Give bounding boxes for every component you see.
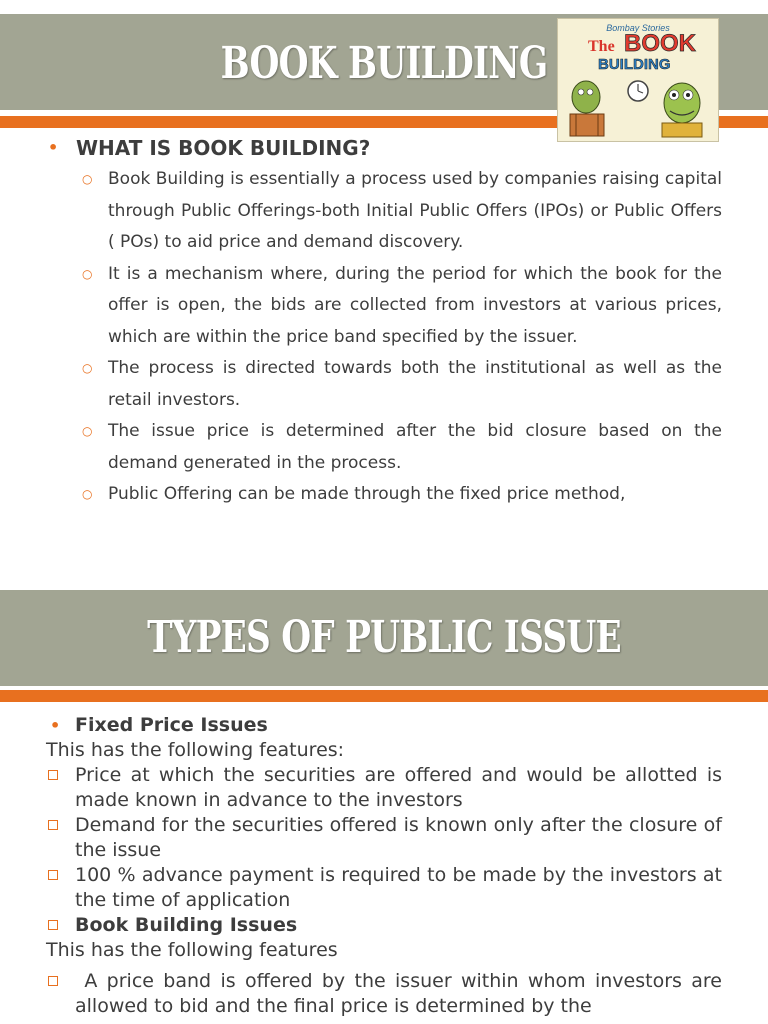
heading-what-is-book-building xyxy=(46,134,722,162)
book-cover-illustration xyxy=(558,19,718,141)
square-bullet-icon xyxy=(48,770,58,780)
heading-text: WHAT IS BOOK BUILDING? xyxy=(76,136,371,160)
circle-bullet-icon: ○ xyxy=(82,266,93,281)
bullet-icon: • xyxy=(48,138,59,157)
fixed-point-text: Demand for the securities offered is known only after the closure of the issue xyxy=(75,814,722,861)
cover-series: Bombay Stories xyxy=(606,23,670,33)
slide-types-of-public-issue xyxy=(0,580,768,1024)
sub-bullet-text: The process is directed towards both the institutional as well as the retail investors. xyxy=(108,358,722,410)
fixed-point-text: 100 % advance payment is required to be made by the investors at the time of application xyxy=(75,864,722,911)
sub-bullet-list xyxy=(46,164,722,511)
sub-bullet xyxy=(82,164,722,259)
circle-bullet-icon: ○ xyxy=(82,424,93,438)
sub-bullet-text: It is a mechanism where, during the period for which the book for the offer is open, the bids are collected from investors at various prices, which are within the price band specified by the issuer. xyxy=(108,263,722,347)
cover-title-book: BOOK xyxy=(624,30,696,57)
cover-title-building: BUILDING xyxy=(598,56,671,73)
book-building-point-text: A price band is offered by the issuer within whom investors are allowed to bid and the final price is determined by the xyxy=(75,970,729,1017)
book-building-heading-text: Book Building Issues xyxy=(75,914,298,936)
cover-title-the: The xyxy=(588,38,615,55)
fixed-point xyxy=(46,863,722,913)
sub-bullet xyxy=(82,353,722,416)
sub-bullet xyxy=(82,416,722,479)
book-building-heading xyxy=(46,913,722,938)
square-bullet-icon xyxy=(48,976,58,986)
sub-bullet-text: Public Offering can be made through the fixed price method, xyxy=(108,484,626,504)
fixed-price-heading xyxy=(46,713,722,738)
slide-title: TYPES OF PUBLIC ISSUE xyxy=(147,612,621,663)
bullet-list xyxy=(46,134,722,511)
book-building-intro: This has the following features xyxy=(46,939,338,961)
fixed-point xyxy=(46,763,722,813)
sub-bullet xyxy=(82,259,722,354)
square-bullet-icon xyxy=(48,870,58,880)
fixed-price-heading-text: Fixed Price Issues xyxy=(75,714,268,736)
circle-bullet-icon: ○ xyxy=(82,361,93,375)
fixed-point-text: Price at which the securities are offered and would be allotted is made known in advance to the investors xyxy=(75,764,722,811)
sub-bullet-text: The issue price is determined after the bid closure based on the demand generated in the process. xyxy=(108,421,722,473)
circle-bullet-icon: ○ xyxy=(82,172,93,186)
sub-bullet-text: Book Building is essentially a process used by companies raising capital through Public Offerings-both Initial Public Offers (IPOs) or Public Offers ( POs) to aid price and demand discovery. xyxy=(108,169,722,252)
circle-bullet-icon: ○ xyxy=(82,487,93,501)
slide-body xyxy=(46,713,729,1019)
fixed-point xyxy=(46,813,722,863)
sub-bullet xyxy=(82,479,722,511)
orange-stripe xyxy=(0,690,768,702)
book-cover-image xyxy=(557,18,719,142)
book-building-point xyxy=(46,969,729,1019)
slide-title: BOOK BUILDING xyxy=(220,38,548,89)
bullet-icon: • xyxy=(50,716,61,735)
square-bullet-icon xyxy=(48,920,58,930)
fixed-intro: This has the following features: xyxy=(46,739,345,761)
square-bullet-icon xyxy=(48,820,58,830)
